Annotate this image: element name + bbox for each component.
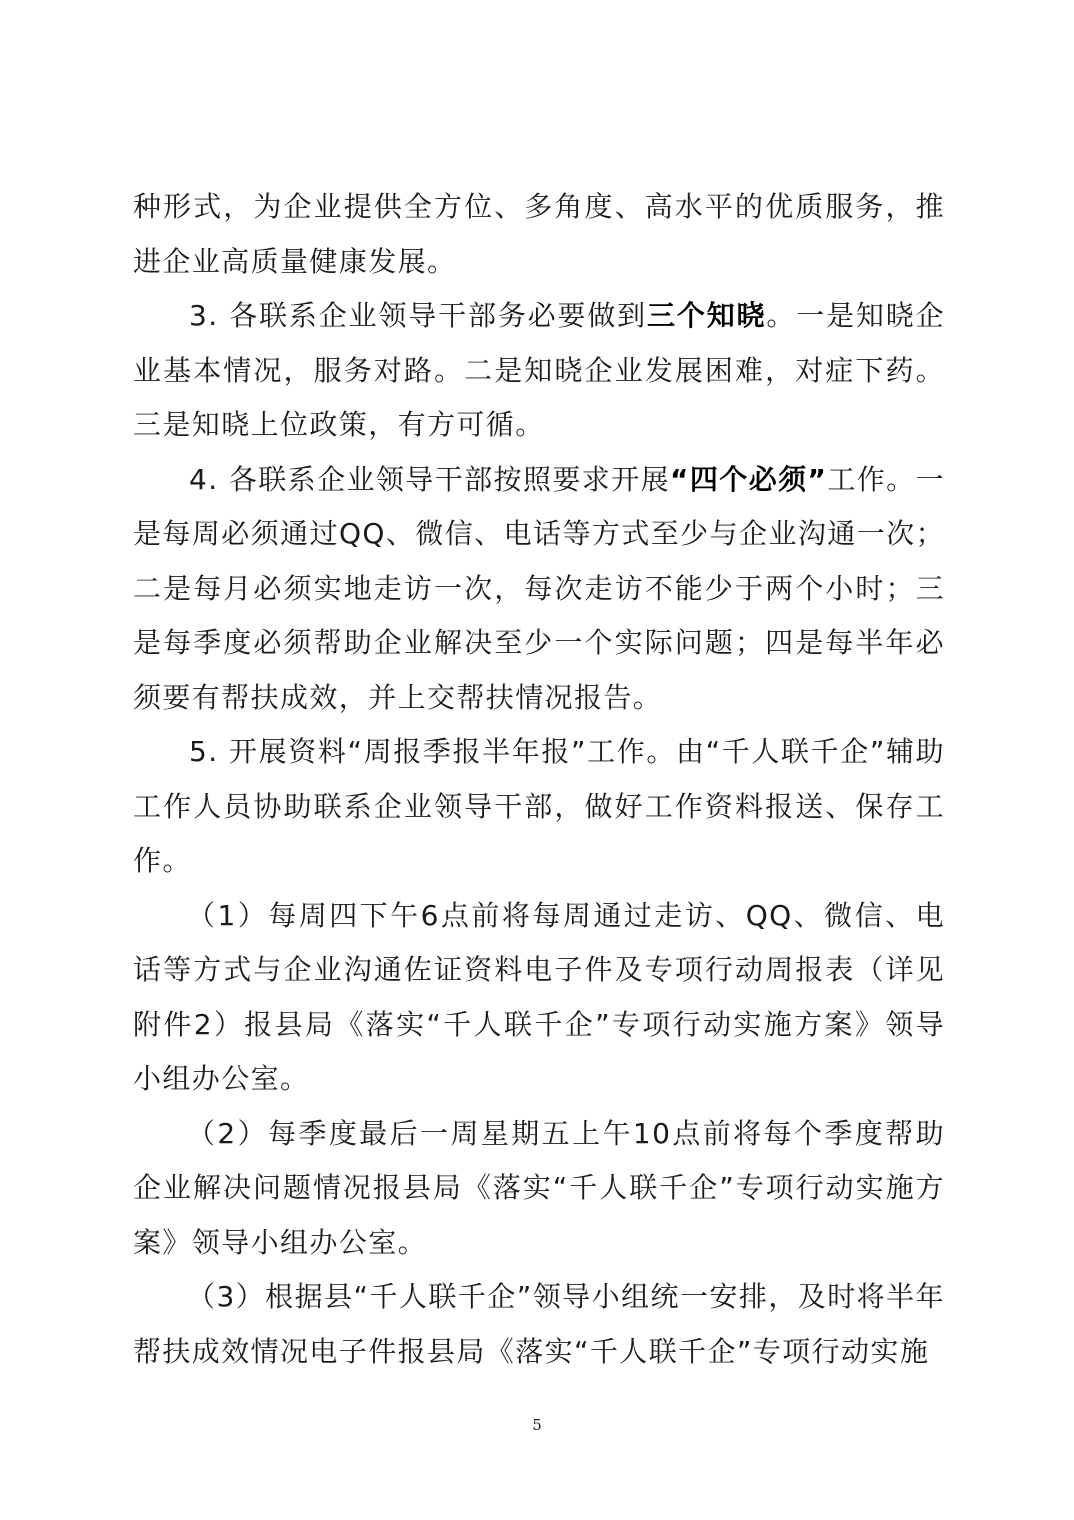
paragraph-item-3-emphasis: 三个知晓 bbox=[647, 299, 767, 332]
paragraph-item-3-rest: 。一是知晓企业基本情况，服务对路。二是知晓企业发展困难，对症下药。三是知晓上位政策，有方可循。 bbox=[133, 299, 946, 441]
paragraph-sub-item-3: （3）根据县“千人联千企”领导小组统一安排，及时将半年帮扶成效情况电子件报县局《落实“千人联千企”专项行动实施 bbox=[133, 1280, 945, 1368]
paragraph-continuation: 种形式，为企业提供全方位、多角度、高水平的优质服务，推进企业高质量健康发展。 bbox=[133, 190, 945, 278]
paragraph-sub-item-1: （1）每周四下午6点前将每周通过走访、QQ、微信、电话等方式与企业沟通佐证资料电子件及专项行动周报表（详见附件2）报县局《落实“千人联千企”专项行动实施方案》领导小组办公室。 bbox=[133, 898, 945, 1095]
paragraph-item-5: 5. 开展资料“周报季报半年报”工作。由“千人联千企”辅助工作人员协助联系企业领导干部，做好工作资料报送、保存工作。 bbox=[133, 735, 945, 877]
page-number: 5 bbox=[532, 1416, 542, 1434]
paragraph-item-4-lead: 4. 各联系企业领导干部按照要求开展 bbox=[189, 462, 671, 496]
document-body bbox=[133, 180, 945, 1379]
paragraph-item-3 bbox=[133, 289, 945, 453]
paragraph-item-4-emphasis: “四个必须” bbox=[670, 462, 828, 496]
paragraph-item-4-rest: 工作。一是每周必须通过QQ、微信、电话等方式至少与企业沟通一次；二是每月必须实地走访一次，每次走访不能少于两个小时；三是每季度必须帮助企业解决至少一个实际问题；四是每半年必须要有帮扶成效，并上交帮扶情况报告。 bbox=[133, 462, 945, 714]
paragraph-item-4 bbox=[133, 453, 945, 726]
paragraph-sub-item-2: （2）每季度最后一周星期五上午10点前将每个季度帮助企业解决问题情况报县局《落实“千人联千企”专项行动实施方案》领导小组办公室。 bbox=[133, 1116, 945, 1259]
paragraph-item-3-lead: 3. 各联系企业领导干部务必要做到 bbox=[189, 299, 648, 332]
